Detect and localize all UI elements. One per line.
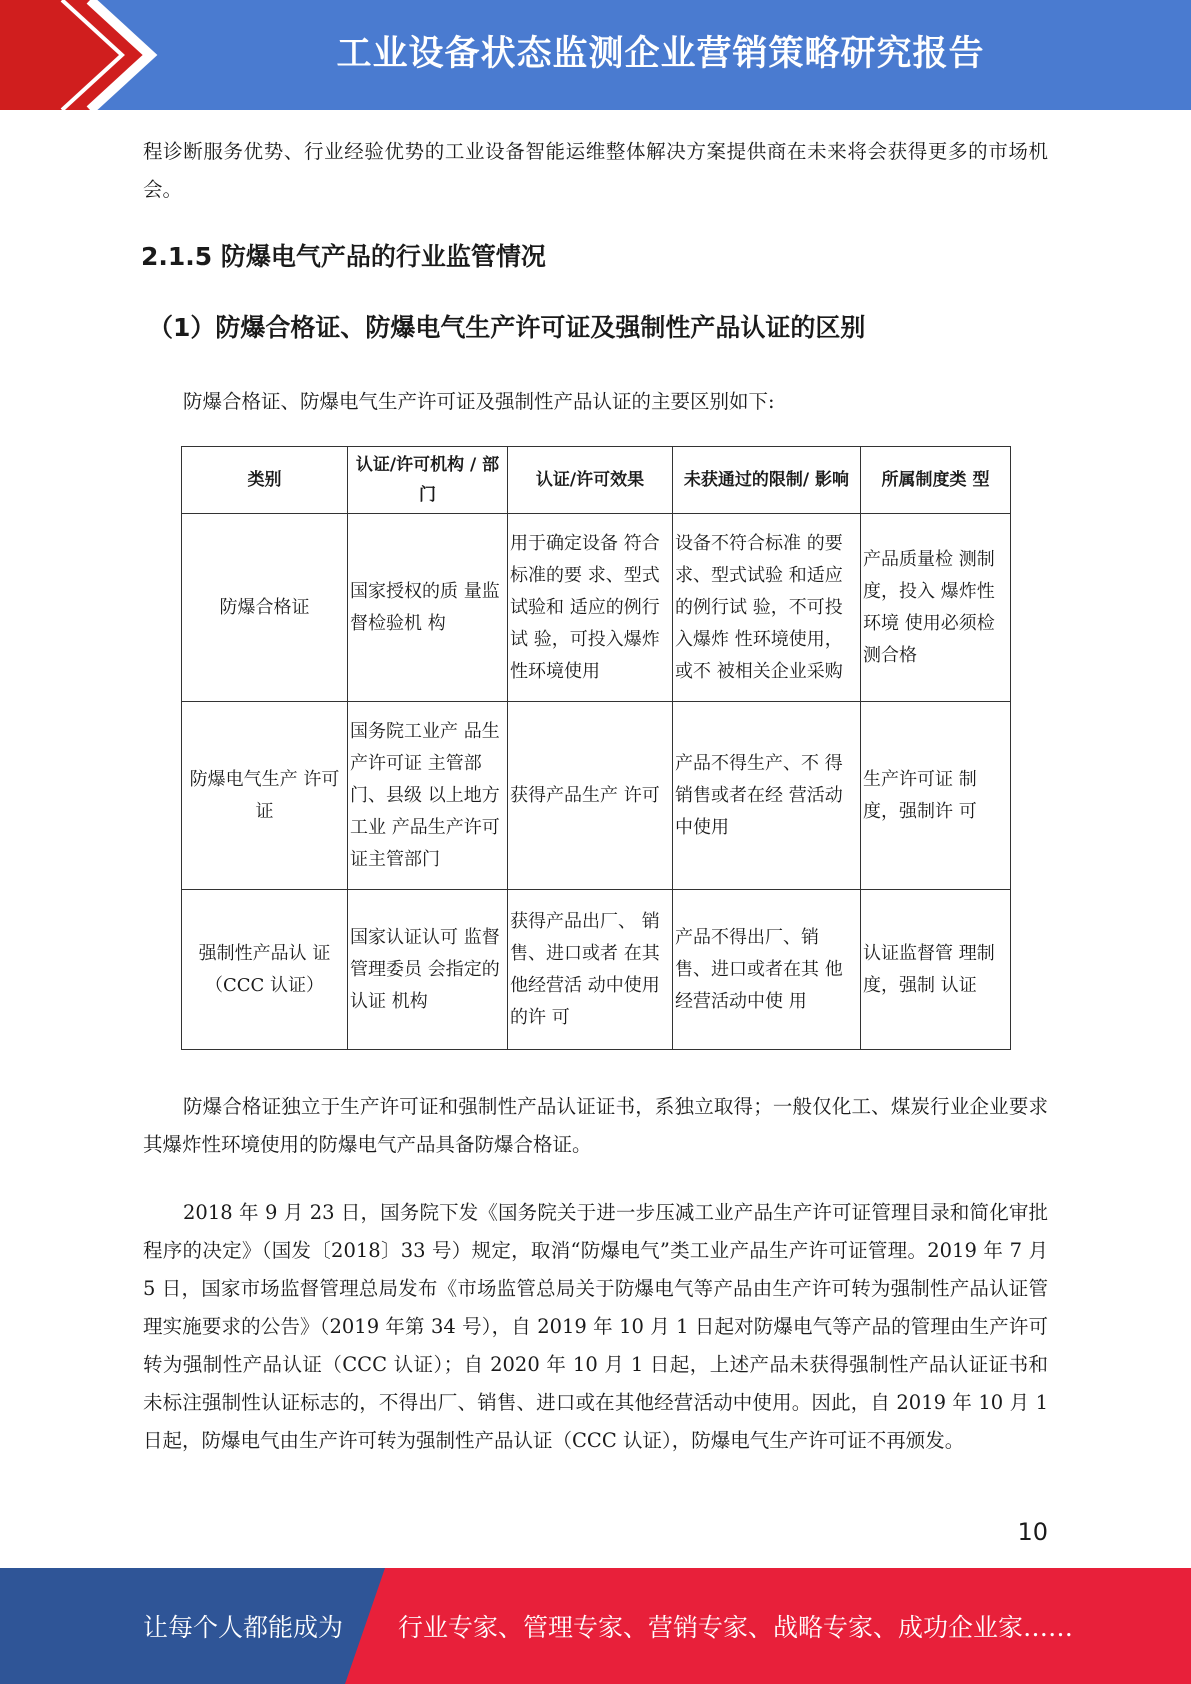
table-row — [182, 702, 1011, 890]
table-cell: 生产许可证 制度，强制许 可 — [861, 702, 1011, 890]
table-cell: 获得产品生产 许可 — [508, 702, 673, 890]
table-row — [182, 890, 1011, 1050]
page-number: 10 — [1017, 1518, 1048, 1546]
table-cell: 设备不符合标准 的要求、型式试验 和适应的例行试 验，不可投入爆炸 性环境使用，或不 被相关企业采购 — [673, 514, 861, 702]
table-cell: 产品不得出厂、销 售、进口或者在其 他经营活动中使 用 — [673, 890, 861, 1050]
table-cell: 产品质量检 测制度，投入 爆炸性环境 使用必须检 测合格 — [861, 514, 1011, 702]
table-cell: 国家认证认可 监督管理委员 会指定的认证 机构 — [348, 890, 508, 1050]
paragraph-regulation-history: 2018 年 9 月 23 日，国务院下发《国务院关于进一步压减工业产品生产许可证管理目录和简化审批程序的决定》（国发〔2018〕33 号）规定，取消“防爆电气”类工业产品生产许可证管理。2019 年 7 月 5 日，国家市场监督管理总局发布《市场监管总局关于防爆电气等产品由生产许可转为强制性产品认证管理实施要求的公告》（2019 年第 34 号），自 2019 年 10 月 1 日起对防爆电气等产品的管理由生产许可转为强制性产品认证（CCC 认证）；自 2020 年 10 月 1 日起，上述产品未获得强制性产品认证证书和未标注强制性认证标志的，不得出厂、销售、进口或在其他经营活动中使用。因此，自 2019 年 10 月 1 日起，防爆电气由生产许可转为强制性产品认证（CCC 认证），防爆电气生产许可证不再颁发。 — [143, 1201, 1048, 1452]
paragraph-certificate-independence: 防爆合格证独立于生产许可证和强制性产品认证证书，系独立取得；一般仅化工、煤炭行业企业要求其爆炸性环境使用的防爆电气产品具备防爆合格证。 — [143, 1095, 1048, 1156]
footer-slogan-right: 行业专家、管理专家、营销专家、战略专家、成功企业家…… — [398, 1613, 1074, 1642]
table-cell: 认证监督管 理制度，强制 认证 — [861, 890, 1011, 1050]
table-header-cell: 认证/许可机构 / 部门 — [348, 447, 508, 514]
certification-comparison-table — [181, 446, 1011, 1050]
section-heading: 2.1.5 防爆电气产品的行业监管情况 — [141, 242, 546, 271]
table-cell: 产品不得生产、不 得销售或者在经 营活动中使用 — [673, 702, 861, 890]
table-header-cell: 所属制度类 型 — [861, 447, 1011, 514]
table-cell: 国务院工业产 品生产许可证 主管部门、县级 以上地方工业 产品生产许可 证主管部门 — [348, 702, 508, 890]
footer-banner — [0, 1568, 1191, 1684]
table-header-row — [182, 447, 1011, 514]
table-cell: 获得产品出厂、 销售、进口或者 在其他经营活 动中使用的许 可 — [508, 890, 673, 1050]
table-cell: 防爆电气生产 许可证 — [182, 702, 348, 890]
table-cell: 用于确定设备 符合标准的要 求、型式试验和 适应的例行试 验，可投入爆炸 性环境使用 — [508, 514, 673, 702]
report-title: 工业设备状态监测企业营销策略研究报告 — [336, 34, 985, 74]
table-intro: 防爆合格证、防爆电气生产许可证及强制性产品认证的主要区别如下: — [183, 390, 775, 413]
table-header-cell: 认证/许可效果 — [508, 447, 673, 514]
sub-heading: （1）防爆合格证、防爆电气生产许可证及强制性产品认证的区别 — [148, 313, 866, 342]
table-row — [182, 514, 1011, 702]
paragraph-continued: 程诊断服务优势、行业经验优势的工业设备智能运维整体解决方案提供商在未来将会获得更多的市场机会。 — [143, 140, 1048, 201]
table-cell: 防爆合格证 — [182, 514, 348, 702]
table-cell: 国家授权的质 量监督检验机 构 — [348, 514, 508, 702]
table-header-cell: 类别 — [182, 447, 348, 514]
header-banner — [0, 0, 1191, 110]
table-cell: 强制性产品认 证（CCC 认证） — [182, 890, 348, 1050]
footer-slogan-left: 让每个人都能成为 — [143, 1613, 344, 1642]
table-header-cell: 未获通过的限制/ 影响 — [673, 447, 861, 514]
